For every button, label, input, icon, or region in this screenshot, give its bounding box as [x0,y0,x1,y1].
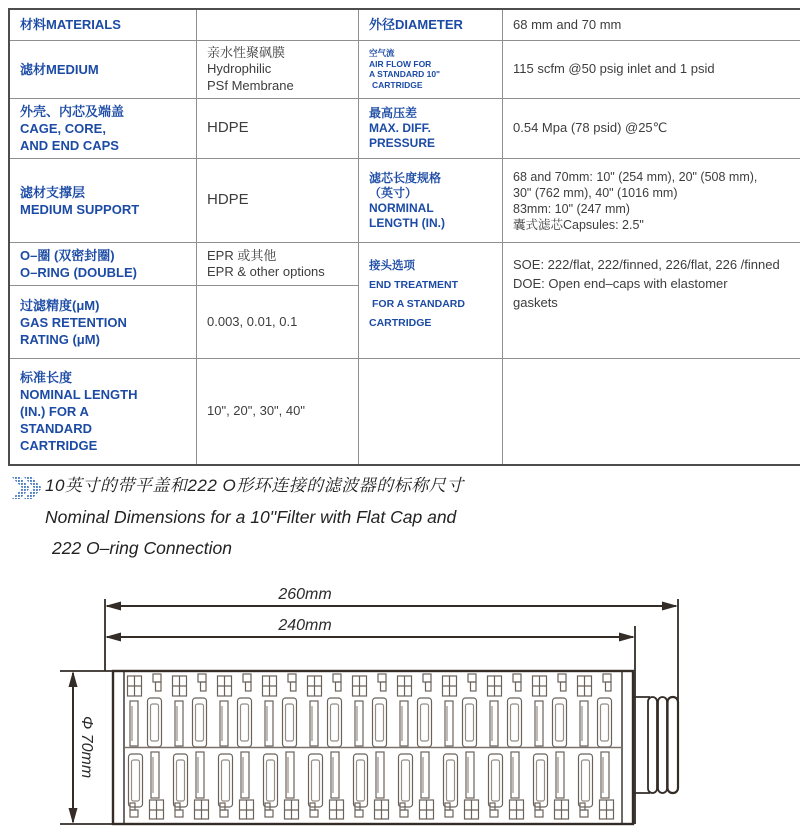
text-line: PSf Membrane [207,77,294,93]
spec-label-pressure [359,99,503,159]
cage-slot-pattern [126,673,620,822]
table-row [9,40,800,99]
text-line: 外壳、内芯及端盖 [20,104,125,119]
text-line: 68 and 70mm: 10" (254 mm), 20" (508 mm), [513,169,758,184]
empty-cell [197,9,359,40]
text-line: NORMINAL [369,200,434,215]
text-line: EPR 或其他 [207,247,277,263]
text-line: 囊式滤芯Capsules: 2.5" [513,217,644,232]
text-line: NOMINAL LENGTH [20,386,138,402]
table-row [9,9,800,40]
oring-connector [633,697,678,793]
table-row [9,243,800,286]
spec-value-medium [197,40,359,99]
spec-label-end-treatment [359,243,503,359]
table-row [9,159,800,243]
text-line: 83mm: 10" (247 mm) [513,201,630,216]
text-line: 接头选项 [369,260,415,272]
dimension-diameter [69,671,78,824]
text-line: CARTRIDGE [372,79,423,90]
text-line: MEDIUM SUPPORT [20,201,140,217]
dimension-diameter-label: Φ 70mm [78,715,95,779]
table-row [9,99,800,159]
text-line: CAGE, CORE, [20,121,106,136]
spec-value-length-spec [503,159,800,243]
text-line: 最高压差 [369,106,418,120]
text-line: CARTRIDGE [20,437,98,453]
text-line: gaskets [513,295,558,310]
text-line: CARTRIDGE [369,317,432,329]
spec-value-oring [197,243,359,286]
section-heading [45,476,464,558]
text-line: (IN.) FOR A [20,403,89,419]
spec-label-cage [9,99,197,159]
double-chevron-icon [12,477,42,500]
filter-body [113,671,633,824]
text-line: MAX. DIFF. [369,121,431,135]
text-line: 过滤精度(μM) [20,297,100,313]
spec-label-length-spec [359,159,503,243]
filter-technical-drawing [0,580,800,836]
text-line: 标准长度 [20,369,73,385]
dimension-260-label: 260mm [278,586,332,603]
table-row [9,359,800,465]
spec-value-nominal-length: 10", 20", 30", 40" [197,359,359,465]
text-line: EPR & other options [207,264,325,279]
text-line: 滤芯长度规格 [369,170,442,185]
spec-table [8,8,800,466]
text-line: 亲水性聚砜膜 [207,44,286,60]
dimension-240 [105,633,635,642]
spec-label-retention [9,286,197,359]
section-title-zh: 10英寸的带平盖和222 O形环连接的滤波器的标称尺寸 [45,476,464,495]
spec-value-cage: HDPE [197,99,359,159]
spec-label-nominal-length [9,359,197,465]
text-line: PRESSURE [369,136,436,150]
spec-value-support: HDPE [197,159,359,243]
text-line: O–圈 (双密封圈) [20,248,115,263]
dimension-260 [105,602,678,611]
text-line: AND END CAPS [20,138,119,153]
spec-value-end-treatment [503,243,800,359]
text-line: 30" (762 mm), 40" (1016 mm) [513,185,678,200]
text-line: STANDARD [20,420,92,436]
text-line: A STANDARD 10" [369,69,441,80]
text-line: （英寸） [369,185,418,200]
spec-value-retention: 0.003, 0.01, 0.1 [197,286,359,359]
spec-label-materials: 材料MATERIALS [9,9,197,40]
spec-label-diameter: 外径DIAMETER [359,9,503,40]
text-line: GAS RETENTION [20,314,127,330]
text-line: RATING (μM) [20,331,100,347]
section-title-en-2: 222 O–ring Connection [52,538,232,558]
spec-label-airflow [359,40,503,99]
spec-label-support [9,159,197,243]
spec-value-diameter: 68 mm and 70 mm [503,9,800,40]
spec-label-medium: 滤材MEDIUM [9,40,197,99]
spec-value-pressure: 0.54 Mpa (78 psid) @25℃ [503,99,800,159]
text-line: Hydrophilic [207,61,272,76]
text-line: O–RING (DOUBLE) [20,265,137,280]
empty-cell [359,359,503,465]
text-line: 空气流 [369,48,395,59]
spec-value-airflow: 115 scfm @50 psig inlet and 1 psid [503,40,800,99]
dimension-240-label: 240mm [278,617,332,634]
text-line: DOE: Open end–caps with elastomer [513,276,728,291]
text-line: FOR A STANDARD [372,298,465,310]
text-line: 滤材支撑层 [20,184,86,200]
section-title-en-1: Nominal Dimensions for a 10''Filter with Flat Cap and [45,507,457,527]
text-line: SOE: 222/flat, 222/finned, 226/flat, 226 /finned [513,257,780,272]
text-line: AIR FLOW FOR [369,58,432,69]
empty-cell [503,359,800,465]
text-line: END TREATMENT [369,279,459,291]
spec-label-oring [9,243,197,286]
text-line: LENGTH (IN.) [369,215,445,230]
